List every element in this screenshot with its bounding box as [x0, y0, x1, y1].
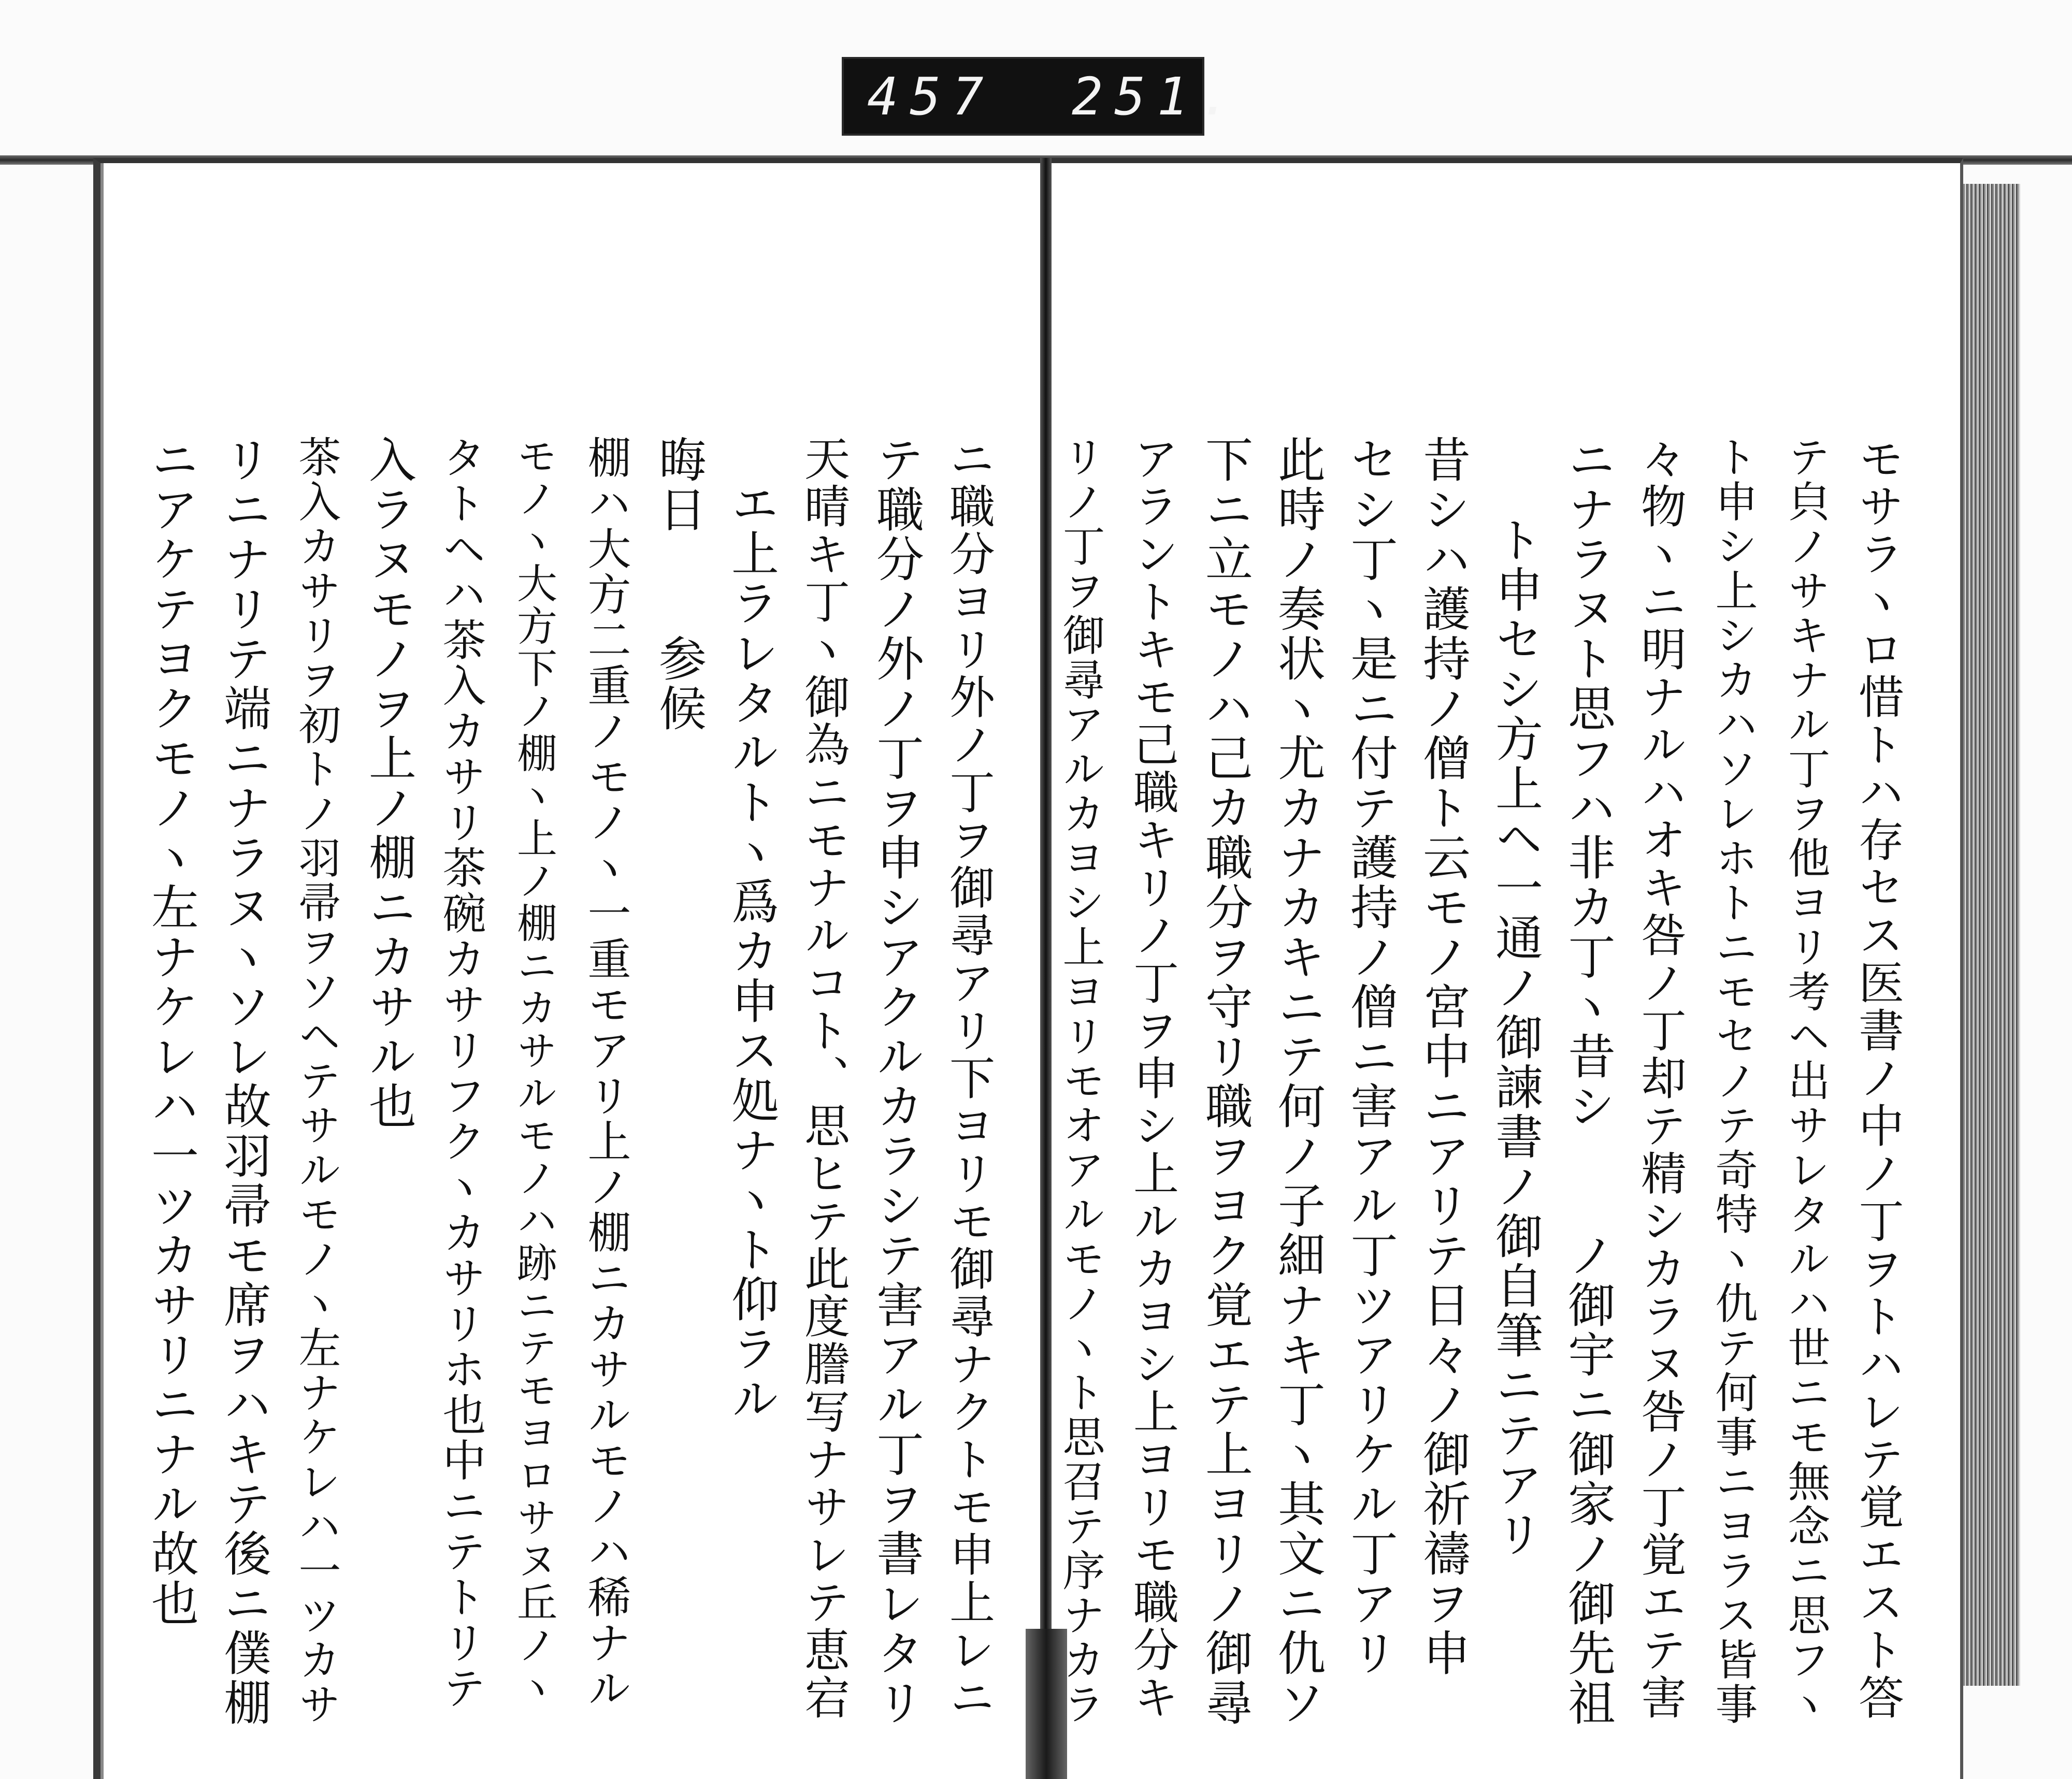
right-page-column: 下ニ立モノハ己カ職分ヲ守リ職ヲヨク覚エテ上ヨリノ御尋	[1198, 435, 1253, 1728]
left-page-column: テ職分ノ外ノ丁ヲ申シアクルカラシテ害アル丁ヲ書レタリ	[869, 435, 924, 1728]
frame-counter-badge	[842, 57, 1242, 136]
left-page-column: タトヘハ茶入カサリ茶碗カサリフクヽカサリホ也中ニテトリテ	[436, 435, 486, 1711]
left-page-column: リニナリテ端ニナラヌヽソレ故羽帚モ席ヲハキテ後ニ僕棚	[216, 435, 271, 1728]
right-page-column: モサラヽロ惜トハ存セス医書ノ中ノ丁ヲトハレテ覚エスト答	[1851, 435, 1905, 1722]
right-page-column: 此時ノ奏状ヽ尤カナカキニテ何ノ子細ナキ丁ヽ其文ニ仇ソ	[1270, 435, 1326, 1728]
right-page-column: ト申セシ方上ヘ一通ノ御諫書ノ御自筆ニテアリ	[1488, 515, 1543, 1559]
left-page-column: 天晴キ丁ヽ御為ニモナルコト、思ヒテ此度謄写ナサレテ恵宕	[797, 435, 851, 1722]
left-page-column: ニアケテヨクモノヽ左ナケレハ一ツカサリニナル故也	[143, 435, 199, 1628]
right-page-column: 昔シハ護持ノ僧ト云モノ宮中ニアリテ日々ノ御祈禱ヲ申	[1415, 435, 1471, 1678]
book-spine	[1040, 158, 1052, 1779]
left-page-column: 茶入カサリヲ初トノ羽帚ヲソヘテサルモノヽ左ナケレハ一ツカサ	[292, 435, 341, 1727]
counter-right-number: 251.	[1072, 66, 1242, 127]
right-page-column: ニナラヌト思フハ非カ丁ヽ昔シ ノ御宇ニ御家ノ御先祖	[1560, 435, 1616, 1728]
right-page-column: セシ丁ヽ是ニ付テ護持ノ僧ニ害アル丁ツアリケル丁アリ	[1343, 435, 1398, 1678]
page-edge	[1963, 184, 2020, 1686]
counter-left-number: 457	[867, 66, 995, 127]
left-page-column: 棚ハ大方二重ノモノヽ一重モアリ上ノ棚ニカサルモノハ稀ナル	[581, 435, 631, 1711]
left-page-column: モノヽ大方下ノ棚ヽ上ノ棚ニカサルモノハ跡ニテモヨロサヌ丘ノヽ	[510, 435, 557, 1709]
left-page-column: 晦日 参候	[651, 435, 707, 733]
right-page-column: テ㒵ノサキナル丁ヲ他ヨリ考ヘ出サレタルハ世ニモ無念ニ思フヽ	[1781, 435, 1830, 1727]
left-page-column: エ上ラレタルトヽ爲カ申ス処ナヽト仰ラル	[724, 479, 779, 1424]
right-page-column: リノ丁ヲ御尋アルカヨシ上ヨリモオアルモノヽト思召テ序ナカラ	[1056, 435, 1105, 1727]
left-page-column: ニ職分ヨリ外ノ丁ヲ御尋アリ下ヨリモ御尋ナクトモ申上レニ	[942, 435, 996, 1722]
open-book	[93, 158, 2020, 1779]
right-page-column: ト申シ上シカハソレホトニモセノテ奇特ヽ仇テ何事ニヨラス皆事	[1708, 435, 1758, 1727]
right-page-column: 々物ヽニ明ナルハオキ咎ノ丁却テ精シカラヌ咎ノ丁覚エテ害	[1634, 435, 1687, 1722]
left-page-column: 入ラヌモノヲ上ノ棚ニカサル也	[361, 435, 416, 1131]
right-page-column: アラントキモ己職キリノ丁ヲ申シ上ルカヨシ上ヨリモ職分キ	[1126, 435, 1179, 1722]
